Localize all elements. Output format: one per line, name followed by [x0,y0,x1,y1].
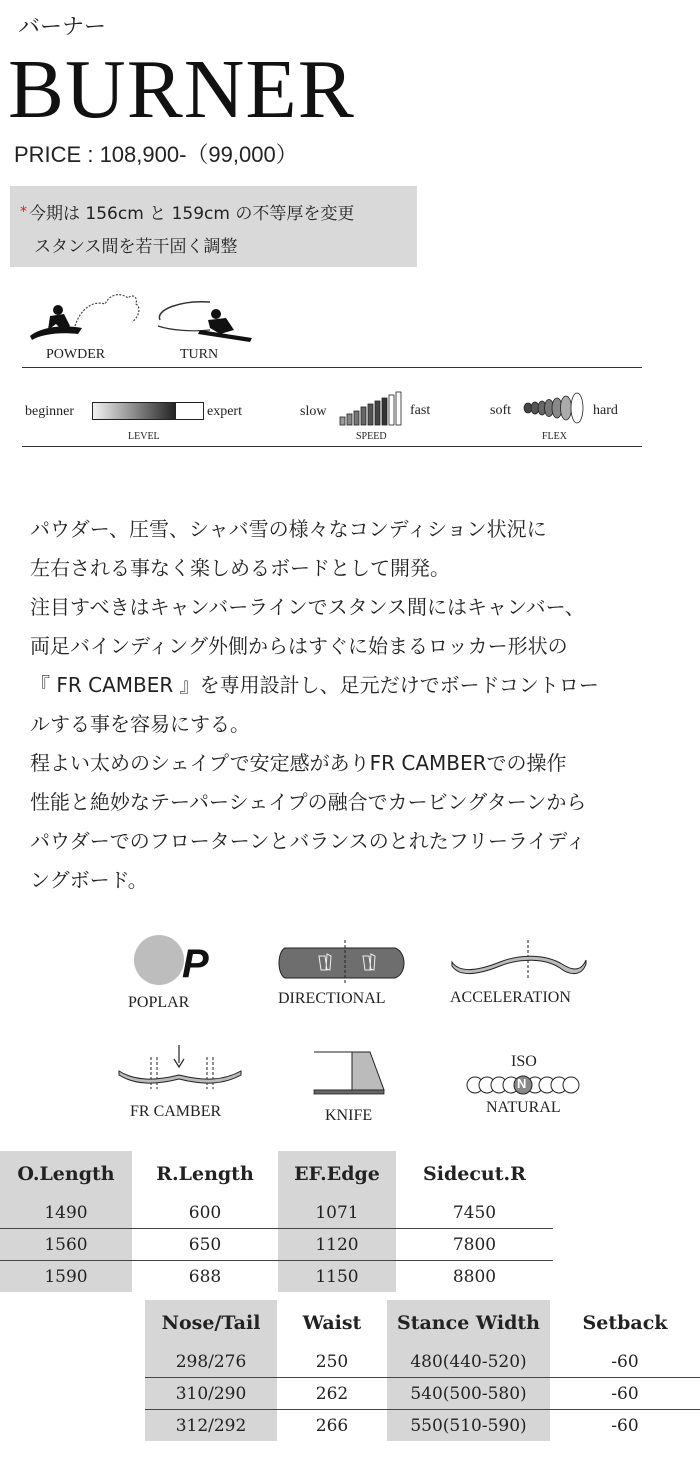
product-kana-name: バーナー [18,15,107,40]
natural-top-label: ISO [511,1053,537,1070]
table-cell: 600 [132,1197,278,1229]
acceleration-label: ACCELERATION [450,989,571,1006]
snowboarder-powder-icon [30,295,139,340]
table-cell: 8800 [452,1266,497,1287]
header-sidecut-r: Sidecut.R [423,1163,526,1185]
product-description [30,510,695,900]
table-cell: 1590 [0,1261,132,1293]
description-line: パウダーでのフローターンとバランスのとれたフリーライディ [30,829,586,853]
fr-camber-label: FR CAMBER [130,1103,222,1120]
table-cell: 262 [277,1378,387,1410]
table-cell: 312/292 [145,1410,277,1442]
table-cell: 298/276 [145,1346,277,1378]
product-title: BURNER [8,43,355,136]
poplar-core-icon [134,935,184,985]
table-cell: -60 [611,1415,639,1436]
natural-label: NATURAL [486,1099,561,1116]
header-ef-edge: EF.Edge [278,1151,396,1197]
terrain-icons [20,290,260,350]
header-setback: Setback [582,1312,668,1334]
speed-max-label: fast [410,403,431,418]
description-line: ングボード。 [30,868,148,892]
table-cell: 7800 [396,1229,553,1261]
table-header-row [0,1151,553,1197]
snowboarder-turn-icon [158,302,252,342]
acceleration-profile-icon [450,940,590,982]
table-cell: -60 [550,1346,700,1378]
flex-meter-icon [520,390,592,426]
table-row [145,1346,700,1378]
header-o-length: O.Length [0,1151,132,1197]
level-min-label: beginner [25,404,74,419]
table-row [145,1378,700,1410]
header-waist: Waist [302,1312,362,1334]
speed-meter-icon [338,390,408,426]
table-cell: 1490 [0,1197,132,1229]
table-cell: 650 [132,1229,278,1261]
table-cell: 550(510-590) [387,1410,550,1442]
flex-max-label: hard [593,403,618,418]
speed-min-label: slow [300,404,327,419]
knife-edge-icon [312,1050,388,1100]
spec-table-dimensions [0,1151,553,1292]
asterisk-mark: * [20,204,27,220]
table-cell: 688 [188,1266,222,1287]
header-r-length: R.Length [156,1163,254,1185]
table-cell: 250 [277,1346,387,1378]
table-header-row [145,1300,700,1346]
table-cell: 540(500-580) [387,1378,550,1410]
description-line: 『 FR CAMBER 』を専用設計し、足元だけでボードコントロー [30,673,599,697]
table-cell: 7450 [396,1197,553,1229]
table-row [0,1261,553,1293]
level-caption: LEVEL [128,431,160,442]
description-line: 左右される事なく楽しめるボードとして開発。 [30,556,450,580]
table-row [0,1197,553,1229]
header-nose-tail: Nose/Tail [145,1300,277,1346]
description-line: 程よい太めのシェイプで安定感がありFR CAMBERでの操作 [30,751,567,775]
level-bar [92,402,204,420]
table-cell: 266 [315,1415,349,1436]
table-cell: 1071 [278,1197,396,1229]
level-bar-fill [93,403,176,419]
table-cell: 1560 [0,1229,132,1261]
description-line: パウダー、圧雪、シャバ雪の様々なコンディション状況に [30,517,547,541]
flex-caption: FLEX [542,431,567,442]
table-cell: 480(440-520) [387,1346,550,1378]
divider-top [22,367,642,368]
knife-label: KNIFE [325,1107,373,1124]
table-cell: 1150 [278,1261,396,1293]
spec-table-shape [145,1300,700,1441]
table-row [0,1229,553,1261]
fr-camber-profile-icon [115,1045,245,1090]
table-cell: -60 [550,1378,700,1410]
note-line-1: 今期は 156cm と 159cm の不等厚を変更 [29,204,355,224]
description-line: ルする事を容易にする。 [30,712,250,736]
note-line-2: スタンス間を若干固く調整 [34,237,238,257]
table-cell: 1120 [278,1229,396,1261]
description-line: 性能と絶妙なテーパーシェイプの融合でカービングターンから [30,790,587,814]
description-line: 両足バインディング外側からはすぐに始まるロッカー形状の [30,634,568,658]
terrain-label-powder: POWDER [46,347,106,362]
terrain-label-turn: TURN [180,347,219,362]
divider-bottom [22,446,642,447]
poplar-label: POPLAR [128,994,190,1011]
product-price: PRICE : 108,900-（99,000） [14,142,298,167]
table-cell: 310/290 [145,1378,277,1410]
header-stance-width: Stance Width [387,1300,550,1346]
speed-caption: SPEED [356,431,387,442]
description-line: 注目すべきはキャンバーラインでスタンス間にはキャンバー、 [30,595,585,619]
poplar-letter: P [182,942,209,986]
natural-letter: N [517,1076,527,1091]
update-note [10,186,417,267]
level-max-label: expert [207,404,242,419]
table-row [145,1410,700,1442]
flex-min-label: soft [490,403,511,418]
directional-shape-icon [275,940,410,985]
directional-label: DIRECTIONAL [278,990,386,1007]
